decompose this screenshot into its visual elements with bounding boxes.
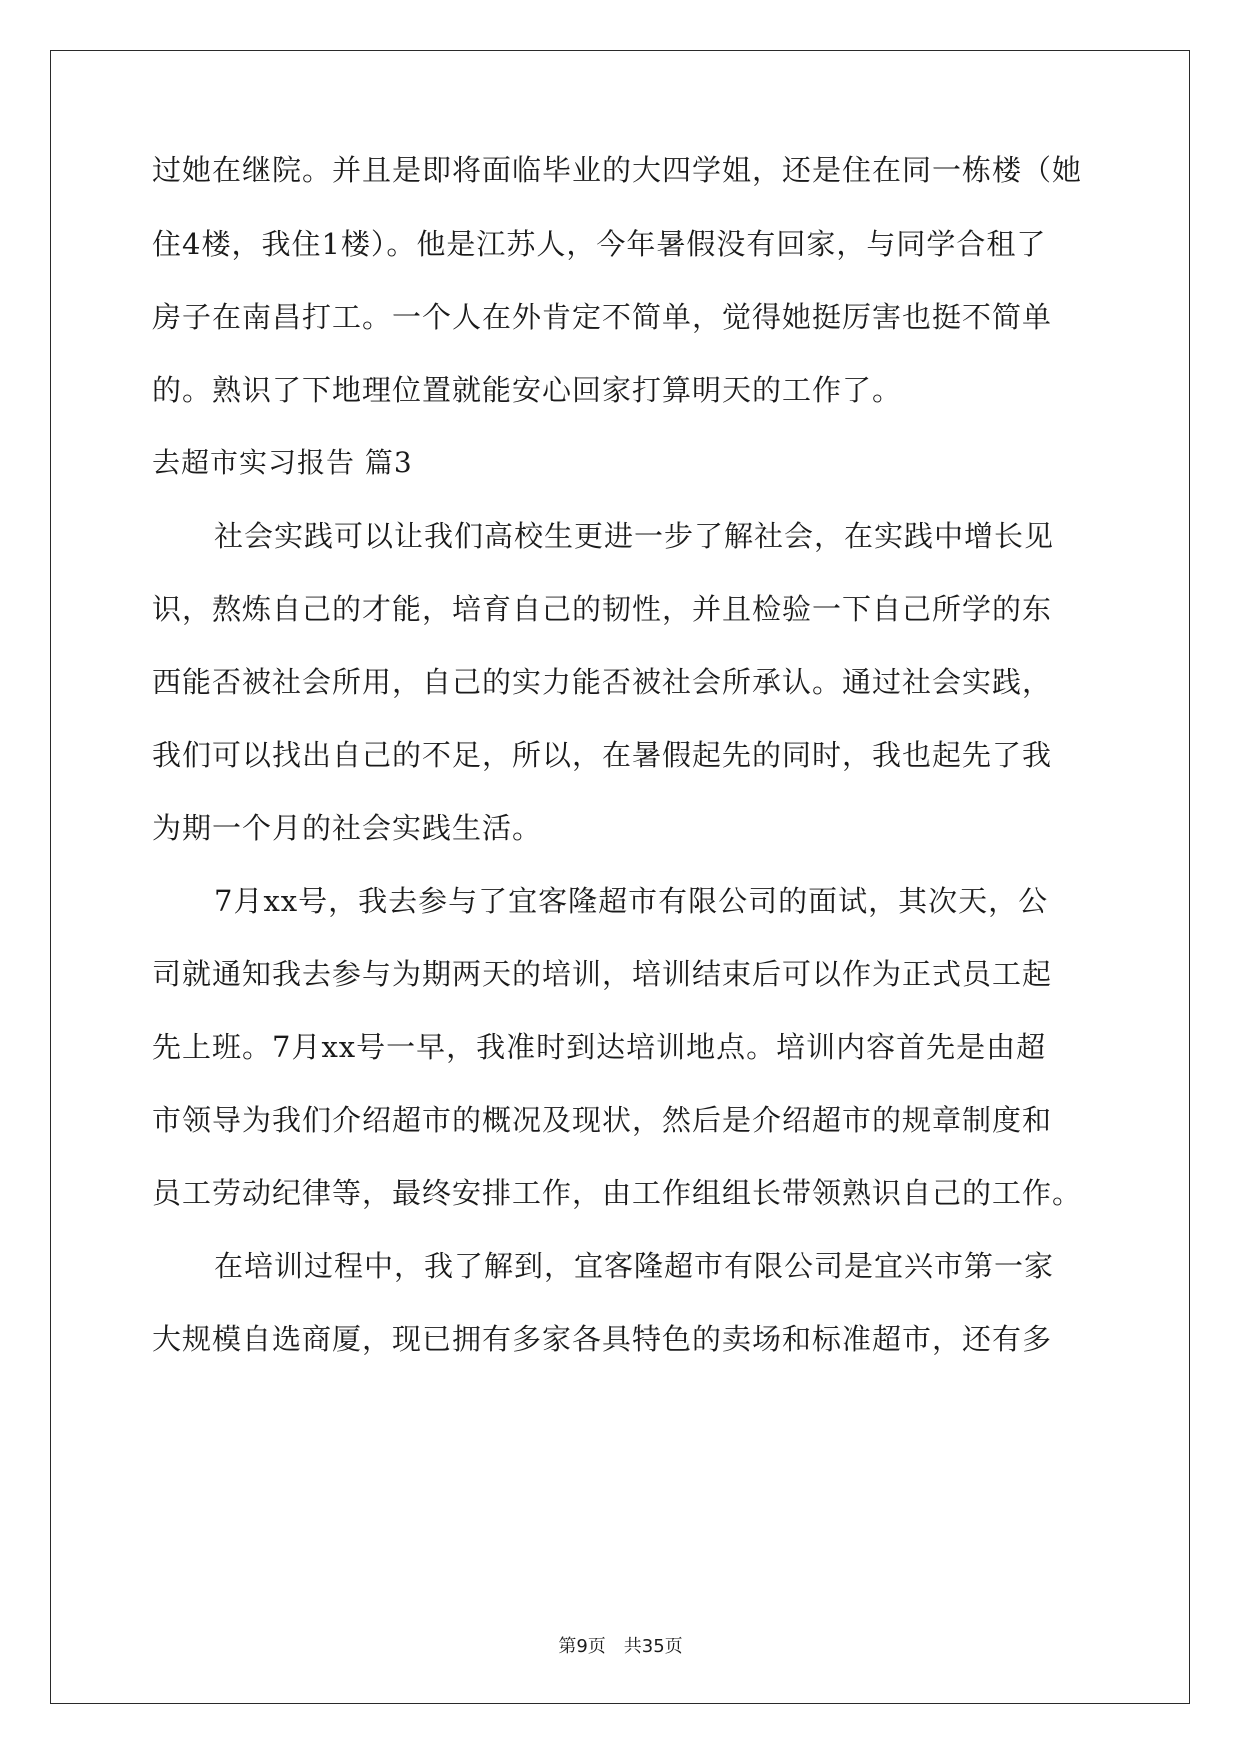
footer-prefix: 第 bbox=[558, 1636, 577, 1657]
paragraph-line: 住4楼，我住1楼）。他是江苏人，今年暑假没有回家，与同学合租了 bbox=[152, 227, 1047, 261]
paragraph-line: 在培训过程中，我了解到，宜客隆超市有限公司是宜兴市第一家 bbox=[214, 1249, 1055, 1283]
paragraph-line: 识，熬炼自己的才能，培育自己的韧性，并且检验一下自己所学的东 bbox=[152, 592, 1053, 626]
paragraph-line: 房子在南昌打工。一个人在外肯定不简单，觉得她挺厉害也挺不简单 bbox=[152, 300, 1053, 334]
page-footer bbox=[0, 1635, 1241, 1659]
paragraph-line: 我们可以找出自己的不足，所以，在暑假起先的同时，我也起先了我 bbox=[152, 738, 1053, 772]
paragraph-line: 社会实践可以让我们高校生更进一步了解社会，在实践中增长见 bbox=[214, 519, 1055, 553]
paragraph-line: 员工劳动纪律等，最终安排工作，由工作组组长带领熟识自己的工作。 bbox=[152, 1176, 1083, 1210]
paragraph-line: 先上班。7月xx号一早，我准时到达培训地点。培训内容首先是由超 bbox=[152, 1030, 1047, 1064]
footer-total-word: 页 bbox=[664, 1636, 683, 1657]
footer-total-prefix: 共 bbox=[623, 1636, 642, 1657]
total-pages-number: 35 bbox=[641, 1636, 665, 1657]
paragraph-line: 的。熟识了下地理位置就能安心回家打算明天的工作了。 bbox=[152, 373, 903, 407]
paragraph-line: 司就通知我去参与为期两天的培训，培训结束后可以作为正式员工起 bbox=[152, 957, 1053, 991]
paragraph-line: 7月xx号，我去参与了宜客隆超市有限公司的面试，其次天，公 bbox=[214, 884, 1049, 918]
paragraph-line: 为期一个月的社会实践生活。 bbox=[152, 811, 543, 845]
paragraph-line: 过她在继院。并且是即将面临毕业的大四学姐，还是住在同一栋楼（她 bbox=[152, 153, 1083, 187]
paragraph-line: 大规模自选商厦，现已拥有多家各具特色的卖场和标准超市，还有多 bbox=[152, 1322, 1053, 1356]
current-page-number: 9 bbox=[576, 1636, 588, 1657]
paragraph-line: 西能否被社会所用，自己的实力能否被社会所承认。通过社会实践， bbox=[152, 665, 1053, 699]
paragraph-line: 市领导为我们介绍超市的概况及现状，然后是介绍超市的规章制度和 bbox=[152, 1103, 1053, 1137]
footer-page-word: 页 bbox=[587, 1636, 606, 1657]
section-heading: 去超市实习报告 篇3 bbox=[152, 446, 413, 479]
